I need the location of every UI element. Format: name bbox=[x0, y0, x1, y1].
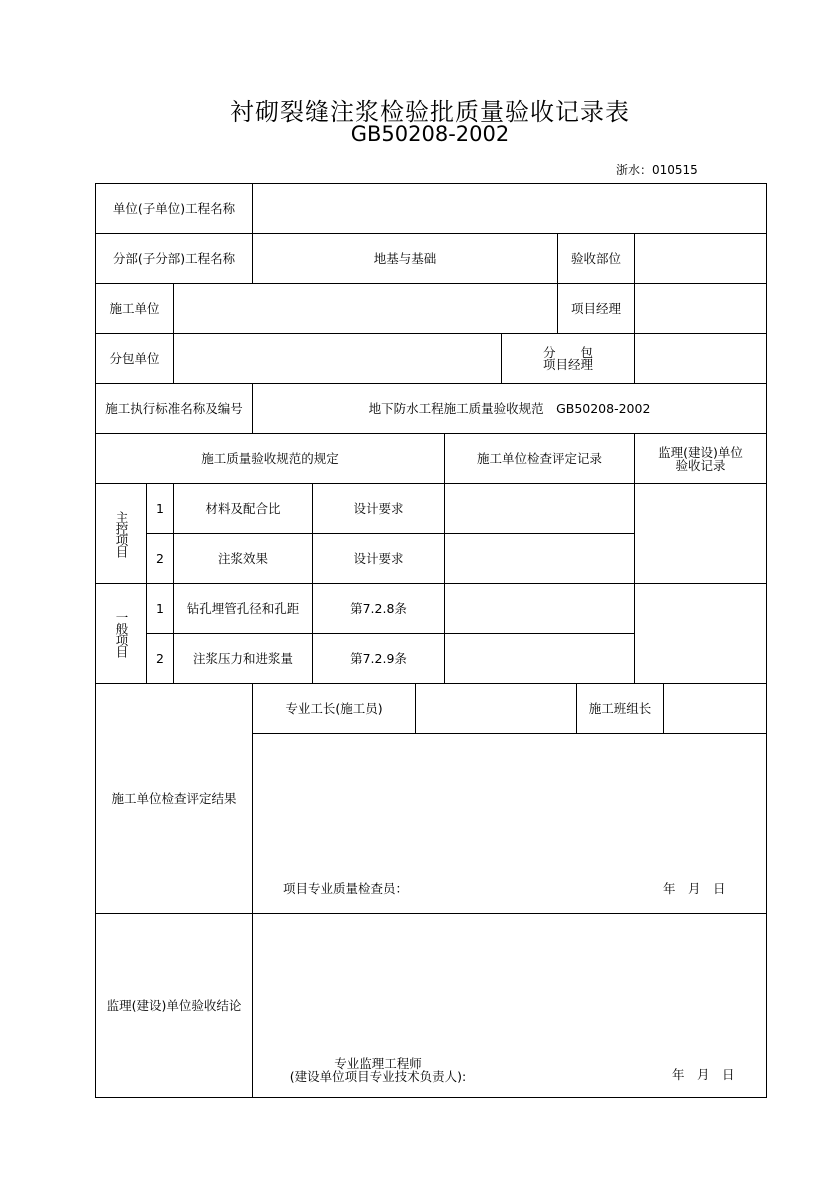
item-name: 材料及配合比 bbox=[173, 483, 313, 534]
form-title: 衬砌裂缝注浆检验批质量验收记录表 bbox=[230, 98, 630, 126]
project-manager-field[interactable] bbox=[634, 283, 767, 334]
unit-project-field[interactable] bbox=[252, 183, 767, 234]
general-items-label bbox=[95, 583, 147, 684]
item-record-field[interactable] bbox=[444, 483, 635, 534]
sub-pm-label-line2: 项目经理 bbox=[542, 356, 593, 372]
result-date: 年 月 日 bbox=[663, 881, 726, 896]
team-leader-label: 施工班组长 bbox=[576, 683, 664, 734]
item-name: 注浆压力和进浆量 bbox=[173, 633, 313, 684]
form-number: 浙水：010515 bbox=[616, 163, 698, 177]
item-record-field[interactable] bbox=[444, 633, 635, 684]
item-record-field[interactable] bbox=[444, 583, 635, 634]
item-requirement: 设计要求 bbox=[312, 483, 445, 534]
item-name: 钻孔埋管孔径和孔距 bbox=[173, 583, 313, 634]
sub-pm-label bbox=[501, 333, 635, 384]
unit-project-label: 单位(子单位)工程名称 bbox=[95, 183, 253, 234]
contractor-field[interactable] bbox=[173, 283, 558, 334]
engineer-label-line2: (建设单位项目专业技术负责人): bbox=[289, 1069, 467, 1084]
spec-header: 施工质量验收规范的规定 bbox=[95, 433, 445, 484]
item-requirement: 第7.2.8条 bbox=[312, 583, 445, 634]
conclusion-label: 监理(建设)单位验收结论 bbox=[95, 913, 253, 1098]
supervisor-record-header bbox=[634, 433, 767, 484]
item-no: 2 bbox=[146, 633, 174, 684]
main-items-label-text: 主控项目 bbox=[114, 510, 129, 557]
sub-project-field[interactable]: 地基与基础 bbox=[252, 233, 558, 284]
foreman-field[interactable] bbox=[415, 683, 577, 734]
item-name: 注浆效果 bbox=[173, 533, 313, 584]
foreman-label: 专业工长(施工员) bbox=[252, 683, 416, 734]
conclusion-date: 年 月 日 bbox=[672, 1067, 735, 1082]
subcontractor-label: 分包单位 bbox=[95, 333, 174, 384]
item-no: 2 bbox=[146, 533, 174, 584]
supervisor-header-line1: 监理(建设)单位 bbox=[658, 444, 743, 460]
acceptance-part-field[interactable] bbox=[634, 233, 767, 284]
item-record-field[interactable] bbox=[444, 533, 635, 584]
supervisor-header-line2: 验收记录 bbox=[675, 457, 726, 473]
subcontractor-field[interactable] bbox=[173, 333, 502, 384]
result-label: 施工单位检查评定结果 bbox=[95, 683, 253, 914]
engineer-label bbox=[283, 1057, 473, 1083]
acceptance-part-label: 验收部位 bbox=[557, 233, 635, 284]
contractor-record-header: 施工单位检查评定记录 bbox=[444, 433, 635, 484]
project-manager-label: 项目经理 bbox=[557, 283, 635, 334]
standard-field[interactable]: 地下防水工程施工质量验收规范 GB50208-2002 bbox=[252, 383, 767, 434]
general-supervisor-field[interactable] bbox=[634, 583, 767, 684]
sub-pm-field[interactable] bbox=[634, 333, 767, 384]
standard-code: GB50208-2002 bbox=[350, 122, 510, 146]
sub-project-label: 分部(子分部)工程名称 bbox=[95, 233, 253, 284]
item-requirement: 第7.2.9条 bbox=[312, 633, 445, 684]
main-items-label bbox=[95, 483, 147, 584]
item-requirement: 设计要求 bbox=[312, 533, 445, 584]
general-items-label-text: 一般项目 bbox=[114, 610, 129, 657]
standard-label: 施工执行标准名称及编号 bbox=[95, 383, 253, 434]
inspector-label: 项目专业质量检查员： bbox=[283, 881, 409, 896]
contractor-label: 施工单位 bbox=[95, 283, 174, 334]
main-supervisor-field[interactable] bbox=[634, 483, 767, 584]
item-no: 1 bbox=[146, 583, 174, 634]
team-leader-field[interactable] bbox=[663, 683, 767, 734]
item-no: 1 bbox=[146, 483, 174, 534]
sub-pm-label-line1: 分 包 bbox=[542, 344, 593, 360]
engineer-label-line1: 专业监理工程师 bbox=[334, 1056, 422, 1071]
